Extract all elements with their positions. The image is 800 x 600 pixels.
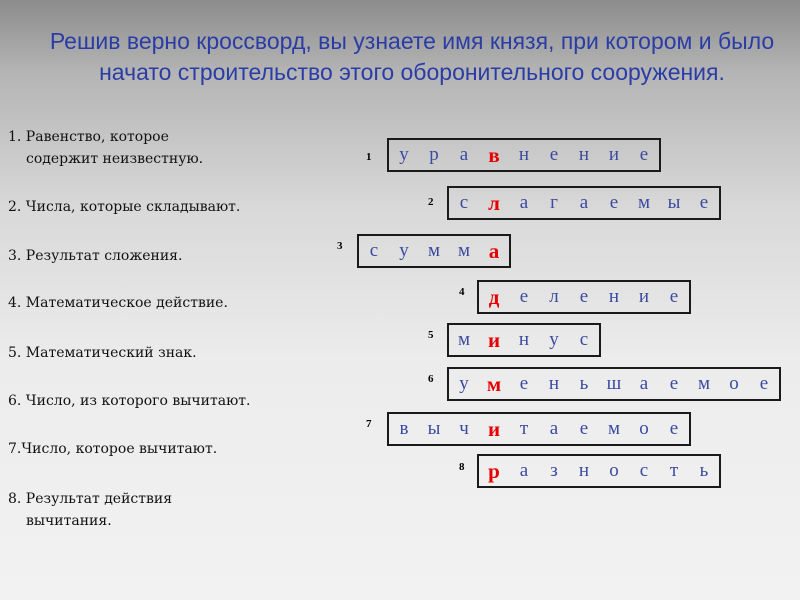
crossword-cell: м	[637, 192, 651, 213]
crossword-cell: е	[579, 418, 589, 439]
crossword-cell: ш	[606, 373, 622, 394]
crossword-cell: а	[549, 418, 559, 439]
crossword-row-number: 1	[366, 151, 372, 163]
question-2-line1: 2. Числа, которые складывают.	[8, 199, 241, 215]
crossword-cell: м	[607, 418, 621, 439]
crossword-cell: о	[609, 460, 619, 481]
crossword-cell: м	[457, 329, 471, 350]
question-5-line1: 5. Математический знак.	[8, 345, 197, 361]
crossword-row-number: 5	[428, 329, 434, 341]
crossword-cell: у	[399, 240, 409, 261]
crossword-cell: н	[518, 329, 530, 350]
crossword-cell: з	[550, 460, 558, 481]
crossword-cell: и	[608, 144, 620, 165]
crossword-row-number: 7	[366, 418, 372, 430]
crossword-cell: н	[578, 460, 590, 481]
crossword-cell: е	[549, 144, 559, 165]
crossword-cell: е	[669, 418, 679, 439]
crossword-cell: ь	[699, 460, 709, 481]
question-8-line1: 8. Результат действия	[8, 491, 173, 507]
crossword-cell: у	[399, 144, 409, 165]
crossword-key-letter: м	[486, 372, 502, 396]
crossword-cell: р	[429, 144, 439, 165]
crossword-cell: л	[549, 286, 559, 307]
crossword-cell: а	[639, 373, 649, 394]
crossword-cell: н	[548, 373, 560, 394]
question-4-line1: 4. Математическое действие.	[8, 295, 228, 311]
crossword-cell: у	[549, 329, 559, 350]
crossword-cell: м	[457, 240, 471, 261]
crossword-row-number: 2	[428, 196, 434, 208]
question-6-line1: 6. Число, из которого вычитают.	[8, 393, 251, 409]
crossword-cell: а	[519, 460, 529, 481]
crossword-key-letter: и	[487, 328, 501, 352]
crossword-cell: с	[639, 460, 649, 481]
crossword-cell: м	[697, 373, 711, 394]
crossword-key-letter: в	[488, 143, 500, 167]
crossword-cell: с	[459, 192, 469, 213]
crossword-cell: н	[608, 286, 620, 307]
crossword-cell: н	[578, 144, 590, 165]
crossword-key-letter: р	[488, 459, 500, 483]
question-1-line1: 1. Равенство, которое	[8, 129, 169, 145]
crossword-cell: в	[399, 418, 409, 439]
crossword-cell: г	[550, 192, 558, 213]
crossword-row-number: 6	[428, 373, 434, 385]
crossword-cell: у	[459, 373, 469, 394]
crossword-key-letter: а	[488, 239, 500, 263]
crossword-cell: о	[639, 418, 649, 439]
crossword-cell: е	[579, 286, 589, 307]
crossword-cell: т	[669, 460, 679, 481]
crossword-cell: т	[519, 418, 529, 439]
page-title: Решив верно кроссворд, вы узнаете имя князя, при котором и было начато строительство этого оборонительного сооружения.	[49, 28, 775, 85]
crossword-cell: м	[427, 240, 441, 261]
crossword-cell: с	[369, 240, 379, 261]
crossword-row-number: 3	[337, 240, 343, 252]
crossword-cell: ч	[459, 418, 469, 439]
crossword-cell: е	[669, 286, 679, 307]
crossword-cell: е	[669, 373, 679, 394]
crossword-cell: е	[699, 192, 709, 213]
crossword-cell: а	[519, 192, 529, 213]
crossword-cell: ы	[427, 418, 441, 439]
crossword-cell: с	[579, 329, 589, 350]
question-7-line1: 7.Число, которое вычитают.	[8, 441, 218, 457]
crossword-cell: е	[639, 144, 649, 165]
crossword-cell: е	[609, 192, 619, 213]
crossword-cell: о	[729, 373, 739, 394]
crossword-key-letter: и	[487, 417, 501, 441]
crossword-row-number: 4	[459, 286, 465, 298]
crossword-cell: ь	[579, 373, 589, 394]
question-3-line1: 3. Результат сложения.	[8, 248, 183, 264]
question-1-line2: содержит неизвестную.	[26, 151, 204, 167]
crossword-key-letter: д	[488, 285, 500, 309]
crossword-row-number: 8	[459, 461, 465, 473]
crossword-cell: е	[519, 286, 529, 307]
crossword-key-letter: л	[488, 191, 500, 215]
crossword-cell: е	[759, 373, 769, 394]
crossword-cell: а	[459, 144, 469, 165]
crossword-cell: ы	[667, 192, 681, 213]
crossword-cell: а	[579, 192, 589, 213]
crossword-cell: е	[519, 373, 529, 394]
question-8-line2: вычитания.	[26, 513, 112, 529]
crossword-cell: и	[638, 286, 650, 307]
crossword-cell: н	[518, 144, 530, 165]
